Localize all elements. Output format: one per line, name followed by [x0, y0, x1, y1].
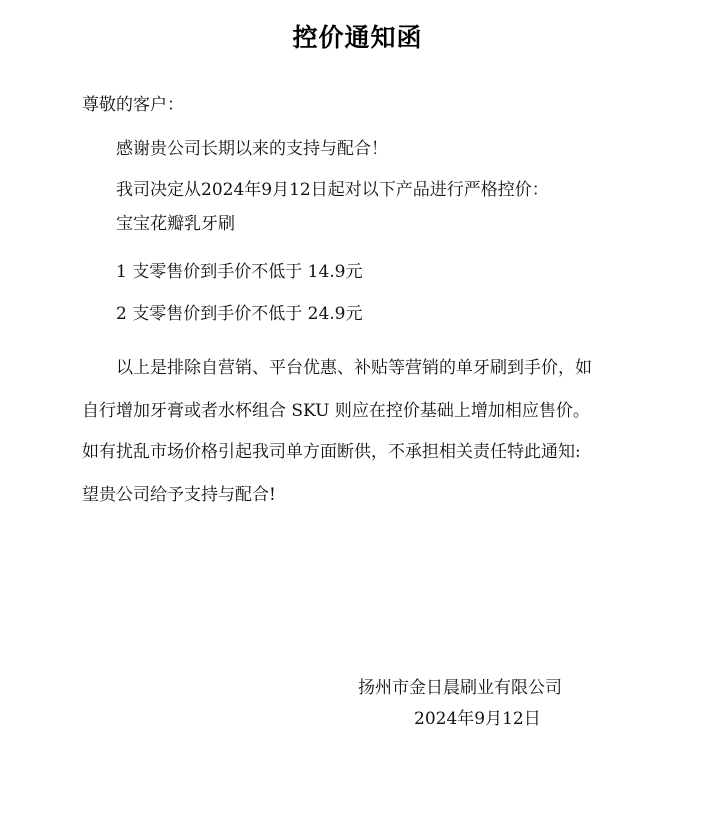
- greeting-line: 尊敬的客户：: [82, 95, 184, 115]
- decision-line: 我司决定从2024年9月12日起对以下产品进行严格控价：: [116, 180, 549, 200]
- signature-date: 2024年9月12日: [414, 709, 541, 729]
- paragraph-line-2: 自行增加牙膏或者水杯组合 SKU 则应在控价基础上增加相应售价。: [82, 401, 590, 421]
- company-signature: 扬州市金日晨刷业有限公司: [358, 678, 562, 698]
- product-name: 宝宝花瓣乳牙刷: [116, 214, 235, 234]
- price-rule-1: 1 支零售价到手价不低于 14.9元: [116, 262, 363, 282]
- paragraph-line-4: 望贵公司给予支持与配合!: [82, 485, 276, 505]
- price-rule-2: 2 支零售价到手价不低于 24.9元: [116, 304, 363, 324]
- document-title: 控价通知函: [292, 23, 423, 52]
- paragraph-line-3: 如有扰乱市场价格引起我司单方面断供，不承担相关责任特此通知:: [82, 442, 581, 462]
- paragraph-line-1: 以上是排除自营销、平台优惠、补贴等营销的单牙刷到手价，如: [116, 358, 592, 378]
- thanks-line: 感谢贵公司长期以来的支持与配合！: [116, 139, 388, 159]
